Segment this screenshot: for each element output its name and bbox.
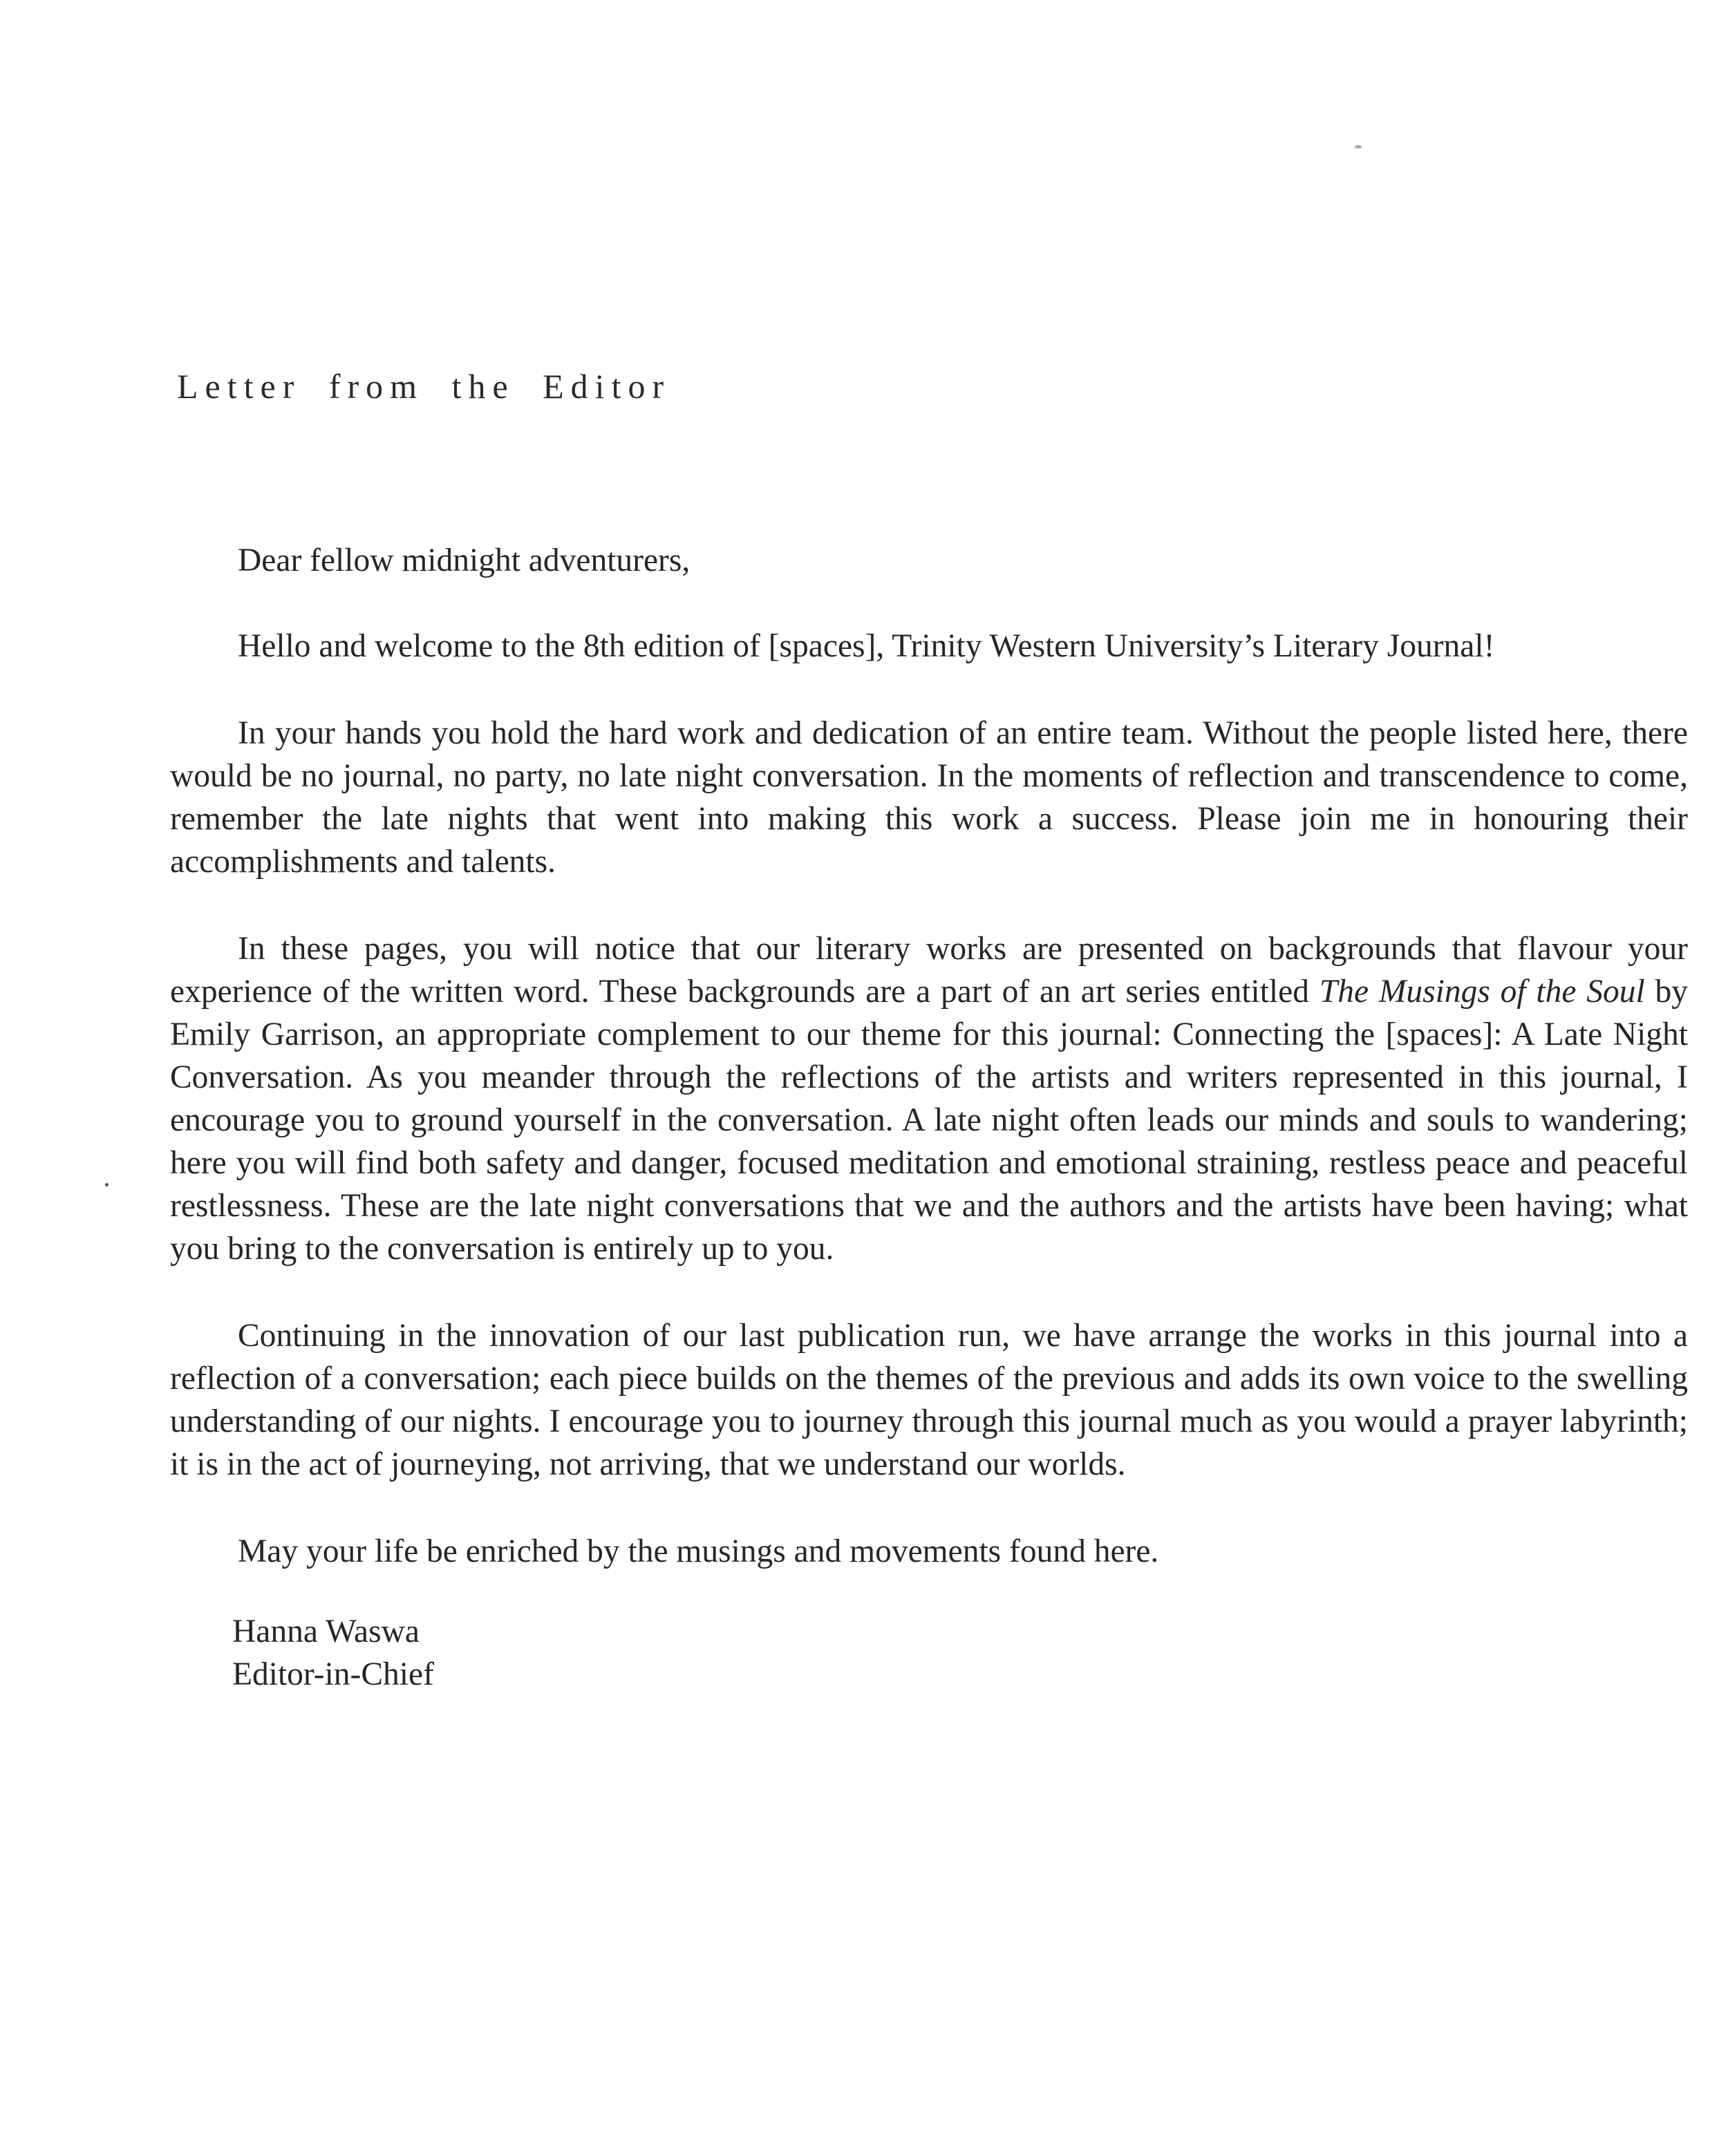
signature-name: Hanna Waswa: [232, 1614, 420, 1649]
scan-speck: [105, 1183, 109, 1186]
welcome-paragraph: Hello and welcome to the 8th edition of [spaces], Trinity Western University’s Literary Journal!: [238, 628, 1495, 664]
backgrounds-text-start: In these pages, you will notice that our literary works are presented on backgrounds that flavour your experience of the written word. These backgrounds are a part of an art series entitled: [170, 931, 1688, 1010]
signature-title: Editor-in-Chief: [232, 1656, 434, 1692]
scan-speck: [1355, 145, 1362, 149]
salutation: Dear fellow midnight adventurers,: [238, 542, 691, 578]
signature-block: [170, 1610, 1688, 1696]
closing-line: May your life be enriched by the musings and movements found here.: [238, 1533, 1159, 1569]
team-paragraph: In your hands you hold the hard work and dedication of an entire team. Without the people listed here, there would be no journal, no party, no late night conversation. In the moments of reflection and transcendence to come, remember the late nights that went into making this work a success. Please join me in honouring their accomplishments and talents.: [170, 715, 1688, 880]
letter-body: [170, 539, 1688, 1696]
backgrounds-text-end: by Emily Garrison, an appropriate complement to our theme for this journal: Connecting the [spaces]: A Late Night Conversation. As you meander through the reflections of the artists and writers represented in this journal, I encourage you to ground yourself in the conversation. A late night often leads our minds and souls to wandering; here you will find both safety and danger, focused meditation and emotional straining, restless peace and peaceful restlessness. These are the late night conversations that we and the authors and the artists have been having; what you bring to the conversation is entirely up to you.: [170, 974, 1688, 1267]
innovation-paragraph: Continuing in the innovation of our last publication run, we have arrange the works in this journal into a reflection of a conversation; each piece builds on the themes of the previous and adds its own voice to the swelling understanding of our nights. I encourage you to journey through this journal much as you would a prayer labyrinth; it is in the act of journeying, not arriving, that we understand our worlds.: [170, 1318, 1688, 1482]
backgrounds-paragraph: [170, 927, 1688, 1270]
art-series-title: The Musings of the Soul: [1319, 974, 1645, 1010]
page-title: Letter from the Editor: [177, 367, 671, 406]
